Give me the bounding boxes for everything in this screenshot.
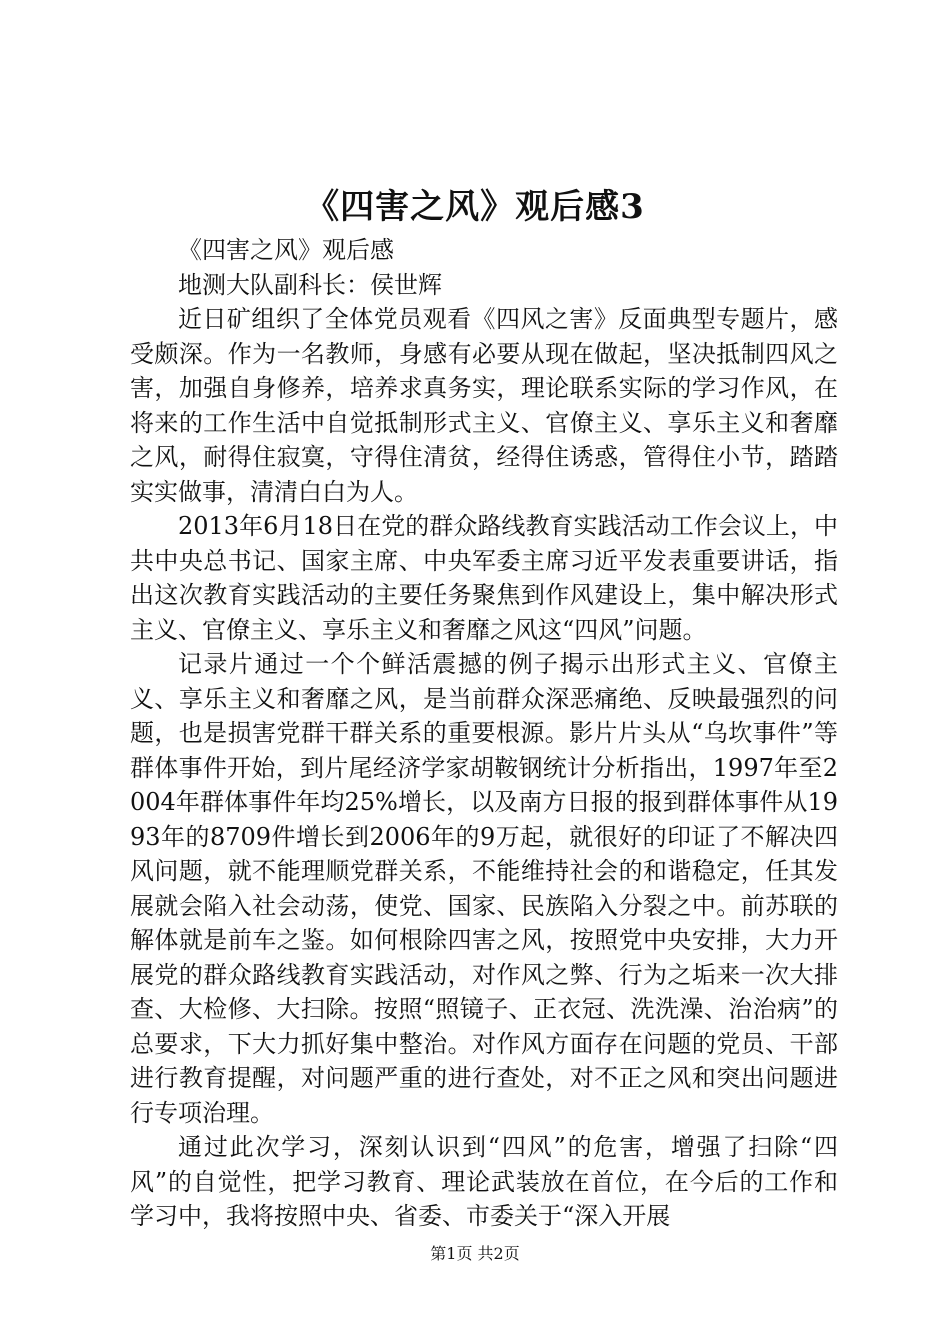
paragraph-4: 通过此次学习，深刻认识到“四风”的危害，增强了扫除“四风”的自觉性，把学习教育、理论武装放在首位，在今后的工作和学习中，我将按照中央、省委、市委关于“深入开展 (130, 1133, 838, 1230)
document-title: 《四害之风》观后感3 (305, 187, 645, 227)
paragraph-author: 地测大队副科长：侯世辉 (178, 270, 442, 299)
paragraph-3: 记录片通过一个个鲜活震撼的例子揭示出形式主义、官僚主义、享乐主义和奢靡之风，是当前群众深恶痛绝、反映最强烈的问题，也是损害党群干群关系的重要根源。影片片头从“乌坎事件”等群体事件开始，到片尾经济学家胡鞍钢统计分析指出，1997年至2004年群体事件年均25%增长，以及南方日报的报到群体事件从1993年的8709件增长到2006年的9万起，就很好的印证了不解决四风问题，就不能理顺党群关系，不能维持社会的和谐稳定，任其发展就会陷入社会动荡，使党、国家、民族陷入分裂之中。前苏联的解体就是前车之鉴。如何根除四害之风，按照党中央安排，大力开展党的群众路线教育实践活动，对作风之弊、行为之垢来一次大排查、大检修、大扫除。按照“照镜子、正衣冠、洗洗澡、治治病”的总要求，下大力抓好集中整治。对作风方面存在问题的党员、干部进行教育提醒，对问题严重的进行查处，对不正之风和突出问题进行专项治理。 (130, 650, 838, 1127)
paragraph-subtitle: 《四害之风》观后感 (178, 236, 394, 264)
page-number-footer: 第1页 共2页 (430, 1244, 520, 1263)
paragraph-1: 近日矿组织了全体党员观看《四风之害》反面典型专题片，感受颇深。作为一名教师，身感有必要从现在做起，坚决抵制四风之害，加强自身修养，培养求真务实，理论联系实际的学习作风，在将来的工作生活中自觉抵制形式主义、官僚主义、享乐主义和奢靡之风，耐得住寂寞，守得住清贫，经得住诱惑，管得住小节，踏踏实实做事，清清白白为人。 (130, 305, 838, 506)
document-body (130, 233, 838, 1234)
paragraph-2: 2013年6月18日在党的群众路线教育实践活动工作会议上，中共中央总书记、国家主席、中央军委主席习近平发表重要讲话，指出这次教育实践活动的主要任务聚焦到作风建设上，集中解决形式主义、官僚主义、享乐主义和奢靡之风这“四风”问题。 (130, 512, 838, 644)
